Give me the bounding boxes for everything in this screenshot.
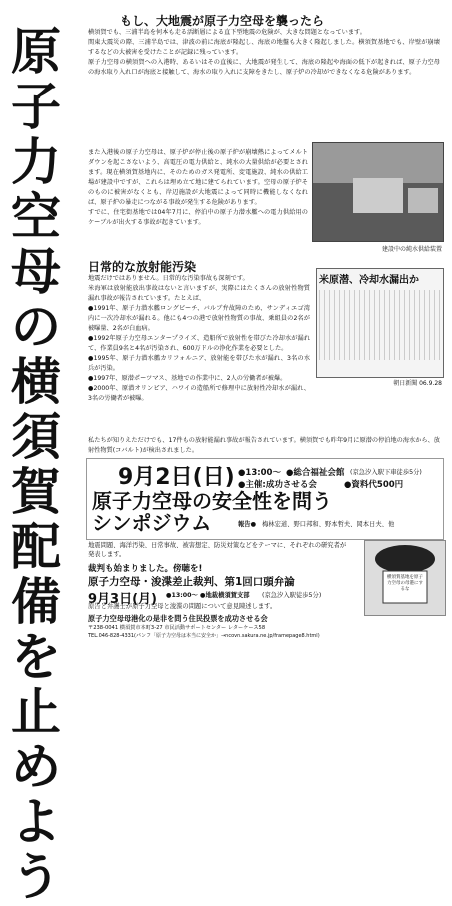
trial-description: 原告と弁護士が原子力空母と浚渫の問題について意見陳述します。	[88, 603, 277, 610]
vertical-title: 原子力空母の横須賀配備を止めよう	[11, 22, 61, 906]
footer-org: 原子力空母母港化の是非を問う住民投票を成功させる会	[88, 614, 268, 623]
trial-time: ●13:00〜	[166, 592, 198, 599]
event-venue: ●総合福祉会館	[286, 468, 345, 478]
incident-1: ● 1991年、原子力潜水艦ロングビーチ、バルブ弁故障のため、サンディエゴ湾内に一次冷却水が漏れる。他にも4つの港で放射性物質の事故、乗組員の2名が被曝量、2名が白血病。	[88, 304, 310, 334]
trial-date: 9月3日(月)	[88, 592, 157, 607]
event-fee: ●資料代500円	[344, 480, 404, 490]
section2-intro2: 米海軍は放射能放出事故はないと言いますが、実際にはたくさんの放射性物質漏れ事故が報告されています。たとえば、	[88, 285, 310, 302]
incident-2: ● 1992年原子力空母エンタープライズ、造船所で放射性を帯びた冷却水が漏れて、作業員9名と4名が汚染され、600万ドルの浄化作業を必要とした。	[88, 334, 310, 354]
symposium-title-1: 原子力空母の安全性を問う	[92, 489, 332, 513]
event-venue-note: (京急汐入駅下車徒歩5分)	[350, 469, 422, 476]
news-caption: 朝日新聞 06.9.28	[393, 380, 442, 387]
section2-intro: 地震だけではありません。日常的な汚染事故も深刻です。	[88, 275, 249, 282]
section2-closing: 私たちが知りえただけでも、17件もの放射能漏れ事故が報告されています。横須賀でも昨年9月に原潜の停泊地の海水から、放射性物質(コバルト)が検出されました。	[88, 437, 440, 454]
reporters: 梅林宏道、野口邦和、野本哲夫、岡本日夫、他	[262, 521, 395, 528]
section1-body-lower	[88, 148, 308, 258]
construction-photo-caption: 建設中の純水供給装置	[381, 246, 442, 253]
footer-address: 〒238-0041 横須賀市本町3-27 市民活動サポートセンター レターケース58	[88, 625, 266, 631]
symposium-title-2: シンポジウム	[92, 511, 212, 535]
footer-contact: TEL.046-828-4331(パンフ「原子力空母は本当に安全か」→ncovn.sakura.ne.jp/framepage8.html)	[88, 633, 320, 639]
event-time: ●13:00〜	[238, 468, 281, 478]
trial-place-note: (京急汐入駅徒歩5分)	[262, 592, 322, 599]
incident-5: ● 2000年、原潜オリンピア、ハワイの造船所で修理中に放射性冷却水が漏れ、3名の労働者が被曝。	[88, 384, 310, 404]
section1-para-5: すでに、住宅街基地では04年7月に、停泊中の原子力潜水艦への電力供給用のケーブルが出火する事故が起きています。	[88, 209, 308, 226]
construction-photo	[312, 142, 444, 242]
event-description: 地震問題、海洋汚染、日常事故、被害想定、防災対策などをテーマに、それぞれの研究者が発表します。	[88, 542, 347, 558]
event-date: 9月2日(日)	[118, 465, 235, 490]
protest-photo	[364, 540, 446, 616]
section1-para-2: 関東大震災の際、三浦半島では、津波の前に海底が隆起し、海底の地盤も大きく隆起しました。横須賀基地でも、岸壁が崩壊するなどの大被害を受けたことが記録に残っています。	[88, 39, 440, 56]
protest-banner-text: 横須賀基地を原子力空母の母港にするな	[387, 575, 423, 592]
construction-photo-image	[313, 143, 443, 241]
trial-place: ●地裁横須賀支部	[200, 592, 250, 599]
trial-intro: 裁判も始まりました。傍聴を!	[88, 564, 203, 574]
news-headline: 米原潜、冷却水漏出か	[319, 275, 419, 286]
section1-body-top	[88, 28, 440, 78]
event-organizer: ●主催:成功させる会	[238, 480, 317, 490]
section1-para-3: 原子力空母の横須賀への入港時、あるいはその直後に、大地震が発生して、海底の隆起や海面の低下が起きれば、原子力空母の海水取り入れ口が海底と接触して、海水の取り入れに支障をきたし、原子炉の冷却ができなくなる危険があります。	[88, 59, 440, 76]
incident-3: ● 1995年、原子力潜水艦カリフォルニア、放射能を帯びた水が漏れ、3名の水兵が汚染。	[88, 354, 310, 374]
section2-heading: 日常的な放射能汚染	[88, 260, 197, 274]
reporters-label: 報告●	[238, 521, 257, 528]
news-clipping	[316, 268, 444, 378]
section1-para-1: 横須賀でも、三浦半島を何本も走る活断層による直下型地震の危険が、大きな問題となっています。	[88, 29, 366, 36]
section1-para-4: また入港後の原子力空母は、原子炉が停止後の原子炉が崩壊熱によってメルトダウンを起こさないよう、高電圧の電力供給と、純水の大量供給が必要とされます。現在横須賀基地内に、そのためのガス発電所、変電施設、純水の供給工場が建設中ですが、これらは埋め立て地に建てられています。空母の原子炉そのものに被害がなくとも、岸辺施設が大地震によって同時に機能しなくなれば、原子炉の暴走につながる事故が発生する危険があります。	[88, 149, 308, 206]
incident-4: ● 1997年、原潜ポーツマス、基地での作業中に、2人の労働者が被爆。	[88, 374, 310, 384]
news-columns	[319, 290, 441, 360]
trial-title: 原子力空母・浚渫差止裁判、第1回口頭弁論	[88, 576, 295, 588]
section1-heading: もし、大地震が原子力空母を襲ったら	[120, 14, 325, 28]
section2-body	[88, 274, 310, 434]
